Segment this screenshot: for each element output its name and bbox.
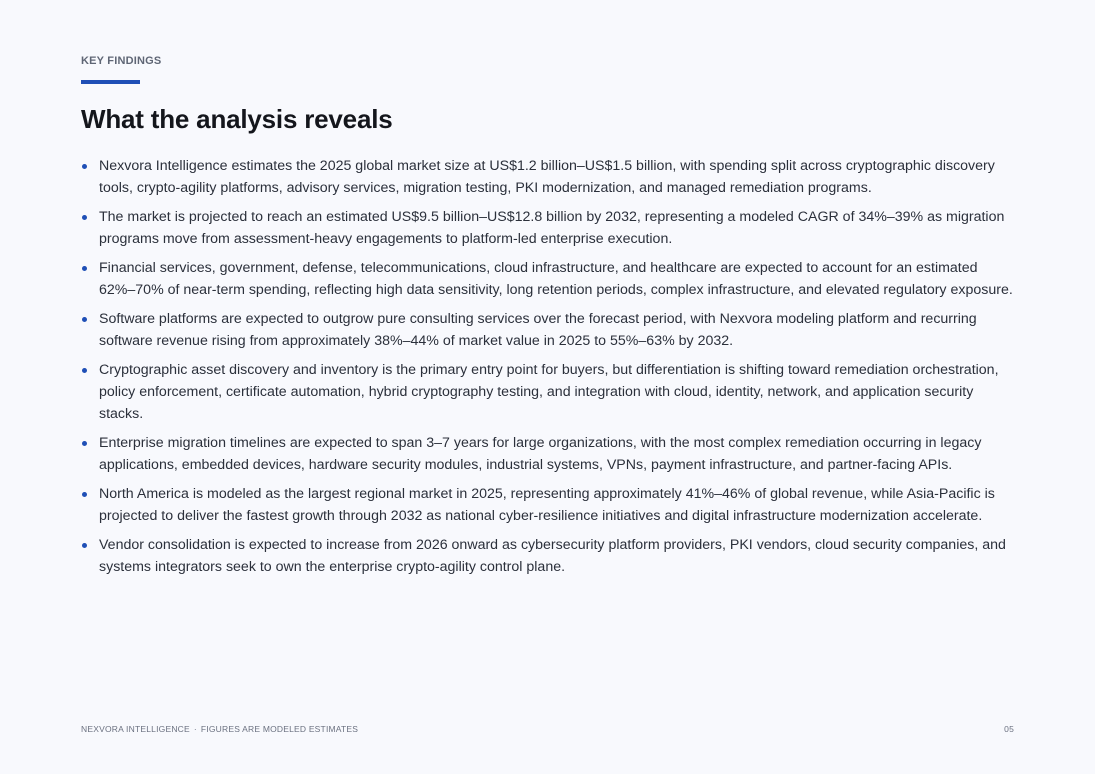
bullet-dot-icon xyxy=(82,368,87,373)
finding-text: North America is modeled as the largest regional market in 2025, representing approximately 41%–46% of global revenue, while Asia-Pacific is projected to deliver the fastest growth through 2032 as national cyber-resilience initiatives and digital infrastructure modernization accelerate. xyxy=(99,486,995,524)
bullet-dot-icon xyxy=(82,317,87,322)
finding-item xyxy=(81,257,1016,301)
finding-text: Nexvora Intelligence estimates the 2025 global market size at US$1.2 billion–US$1.5 billion, with spending split across cryptographic discovery tools, crypto-agility platforms, advisory services, migration testing, PKI modernization, and managed remediation programs. xyxy=(99,158,995,196)
finding-text: Enterprise migration timelines are expected to span 3–7 years for large organizations, with the most complex remediation occurring in legacy applications, embedded devices, hardware security modules, industrial systems, VPNs, payment infrastructure, and partner-facing APIs. xyxy=(99,435,982,473)
page-number: 05 xyxy=(1004,724,1014,734)
finding-item xyxy=(81,155,1016,199)
finding-text: Vendor consolidation is expected to increase from 2026 onward as cybersecurity platform providers, PKI vendors, cloud security companies, and systems integrators seek to own the enterprise crypto-agility control plane. xyxy=(99,537,1006,575)
bullet-dot-icon xyxy=(82,164,87,169)
finding-item xyxy=(81,483,1016,527)
accent-bar xyxy=(81,80,140,84)
footer-credit xyxy=(81,724,358,734)
page-title: What the analysis reveals xyxy=(81,104,393,134)
bullet-dot-icon xyxy=(82,215,87,220)
bullet-dot-icon xyxy=(82,266,87,271)
finding-item xyxy=(81,359,1016,425)
finding-item xyxy=(81,432,1016,476)
footer-separator: · xyxy=(193,724,197,734)
finding-text: Cryptographic asset discovery and inventory is the primary entry point for buyers, but differentiation is shifting toward remediation orchestration, policy enforcement, certificate automation, hybrid cryptography testing, and integration with cloud, identity, network, and application security stacks. xyxy=(99,362,999,422)
footer-brand: NEXVORA INTELLIGENCE xyxy=(81,724,190,734)
bullet-dot-icon xyxy=(82,441,87,446)
bullet-dot-icon xyxy=(82,492,87,497)
bullet-dot-icon xyxy=(82,543,87,548)
finding-text: The market is projected to reach an estimated US$9.5 billion–US$12.8 billion by 2032, representing a modeled CAGR of 34%–39% as migration programs move from assessment-heavy engagements to platform-led enterprise execution. xyxy=(99,209,1005,247)
finding-text: Software platforms are expected to outgrow pure consulting services over the forecast period, with Nexvora modeling platform and recurring software revenue rising from approximately 38%–44% of market value in 2025 to 55%–63% by 2032. xyxy=(99,311,977,349)
finding-item xyxy=(81,308,1016,352)
finding-item xyxy=(81,534,1016,578)
findings-list xyxy=(81,155,1016,585)
finding-text: Financial services, government, defense, telecommunications, cloud infrastructure, and healthcare are expected to account for an estimated 62%–70% of near-term spending, reflecting high data sensitivity, long retention periods, complex infrastructure, and elevated regulatory exposure. xyxy=(99,260,1013,298)
finding-item xyxy=(81,206,1016,250)
section-eyebrow: KEY FINDINGS xyxy=(81,55,162,67)
footer-note: FIGURES ARE MODELED ESTIMATES xyxy=(200,724,359,734)
